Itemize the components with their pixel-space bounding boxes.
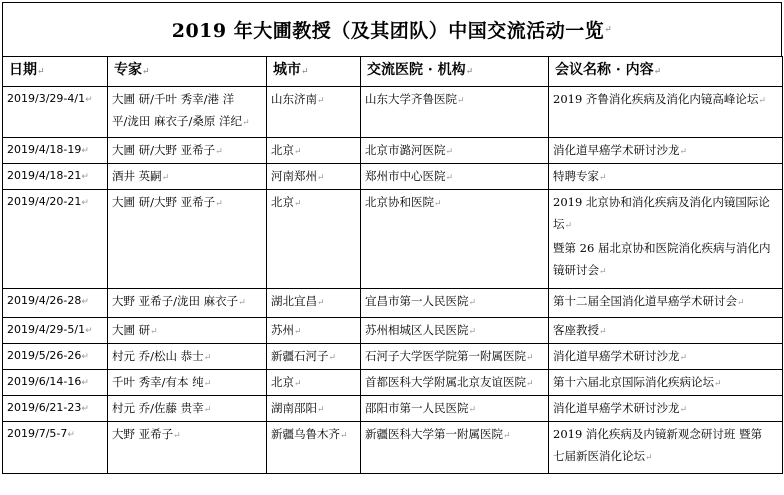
cell-meeting: [549, 396, 783, 422]
activity-table: [2, 56, 783, 474]
paragraph-mark-icon: ↵: [468, 327, 477, 337]
cell-experts: [108, 138, 267, 164]
expert-text: 酒井 英嗣: [112, 169, 162, 183]
paragraph-mark-icon: ↵: [340, 431, 348, 441]
cell-hospital: [361, 164, 549, 190]
paragraph-mark-icon: ↵: [81, 297, 89, 307]
meeting-line: [553, 397, 782, 421]
date-text: 2019/4/26-28: [7, 294, 82, 307]
expert-text: 大圃 研/千叶 秀幸/港 洋: [112, 92, 235, 106]
hospital-text: 苏州相城区人民医院: [365, 323, 469, 337]
meeting-line: [553, 139, 782, 163]
city-text: 北京: [271, 143, 294, 157]
paragraph-mark-icon: ↵: [203, 405, 212, 415]
meeting-line: [553, 165, 782, 189]
cell-city: [267, 289, 361, 318]
meeting-line: [553, 88, 782, 112]
column-header-experts: [108, 57, 267, 87]
expert-line: [112, 110, 266, 134]
expert-text: 大野 亚希子: [112, 427, 174, 441]
paragraph-mark-icon: ↵: [81, 198, 89, 208]
meeting-line: [553, 191, 782, 213]
paragraph-mark-icon: ↵: [457, 96, 465, 106]
date-text: 2019/4/18-19: [7, 143, 82, 156]
cell-city: [267, 422, 361, 474]
date-text: 2019/4/29-5/1: [7, 323, 86, 336]
city-text: 湖北宜昌: [271, 294, 317, 308]
city-text: 河南郑州: [271, 169, 317, 183]
cell-city: [267, 138, 361, 164]
meeting-text: 第十二届全国消化道早癌学术研讨会: [553, 294, 737, 308]
cell-date: [3, 318, 108, 344]
meeting-text: 七届新医消化论坛: [553, 449, 645, 463]
expert-text: 平/泷田 麻衣子/桑原 洋纪: [112, 114, 243, 128]
paragraph-mark-icon: ↵: [215, 147, 223, 157]
city-text: 湖南邵阳: [271, 401, 317, 415]
cell-meeting: [549, 164, 783, 190]
table-row: [3, 318, 783, 344]
paragraph-mark-icon: ↵: [468, 298, 477, 308]
paragraph-mark-icon: ↵: [468, 405, 477, 415]
hospital-text: 郑州市中心医院: [365, 169, 446, 183]
paragraph-mark-icon: ↵: [599, 267, 607, 277]
date-text: 2019/3/29-4/1: [7, 92, 86, 105]
document-page: [2, 2, 782, 493]
cell-hospital: [361, 190, 549, 289]
expert-text: 大野 亚希子/泷田 麻衣子: [112, 294, 239, 308]
paragraph-mark-icon: ↵: [645, 453, 653, 463]
date-text: 2019/4/20-21: [7, 195, 82, 208]
expert-line: [112, 345, 266, 369]
expert-line: [112, 88, 266, 110]
cell-experts: [108, 370, 267, 396]
table-header-row: [3, 57, 783, 87]
column-header-city: [267, 57, 361, 87]
paragraph-mark-icon: ↵: [679, 405, 688, 415]
hospital-text: 石河子大学医学院第一附属医院: [365, 349, 526, 363]
hospital-text: 宜昌市第一人民医院: [365, 294, 469, 308]
paragraph-mark-icon: ↵: [173, 431, 181, 441]
meeting-line: [553, 290, 782, 314]
table-row: [3, 190, 783, 289]
expert-text: 大圃 研/大野 亚希子: [112, 195, 216, 209]
paragraph-mark-icon: ↵: [203, 379, 212, 389]
cell-experts: [108, 318, 267, 344]
paragraph-mark-icon: ↵: [301, 67, 309, 77]
cell-city: [267, 318, 361, 344]
cell-date: [3, 190, 108, 289]
paragraph-mark-icon: ↵: [161, 173, 170, 183]
meeting-line: [553, 371, 782, 395]
date-text: 2019/5/26-26: [7, 349, 82, 362]
city-text: 新疆石河子: [271, 349, 329, 363]
city-text: 新疆乌鲁木齐: [271, 427, 340, 441]
expert-line: [112, 371, 266, 395]
cell-city: [267, 396, 361, 422]
meeting-text: 第十六届北京国际消化疾病论坛: [553, 375, 714, 389]
paragraph-mark-icon: ↵: [294, 199, 302, 209]
expert-text: 村元 乔/松山 恭士: [112, 349, 204, 363]
city-text: 山东济南: [271, 92, 317, 106]
meeting-line: [553, 423, 782, 445]
cell-meeting: [549, 190, 783, 289]
meeting-text: 2019 北京协和消化疾病及消化内镜国际论: [553, 195, 770, 209]
paragraph-mark-icon: ↵: [599, 327, 607, 337]
cell-city: [267, 370, 361, 396]
paragraph-mark-icon: ↵: [328, 353, 337, 363]
meeting-line: [553, 237, 782, 259]
paragraph-mark-icon: ↵: [85, 326, 93, 336]
cell-experts: [108, 396, 267, 422]
table-body: [3, 87, 783, 474]
meeting-text: 2019 消化疾病及内镜新观念研讨班 暨第: [553, 427, 763, 441]
meeting-line: [553, 213, 782, 237]
meeting-text: 特聘专家: [553, 169, 599, 183]
meeting-text: 2019 齐鲁消化疾病及消化内镜高峰论坛: [553, 92, 759, 106]
paragraph-mark-icon: ↵: [215, 199, 223, 209]
paragraph-mark-icon: ↵: [564, 221, 573, 231]
city-text: 北京: [271, 195, 294, 209]
cell-hospital: [361, 344, 549, 370]
meeting-text: 客座教授: [553, 323, 599, 337]
hospital-text: 首都医科大学附属北京友谊医院: [365, 375, 526, 389]
cell-date: [3, 344, 108, 370]
header-label: 会议名称 · 内容: [555, 62, 654, 78]
paragraph-mark-icon: ↵: [67, 430, 75, 440]
paragraph-mark-icon: ↵: [526, 379, 534, 389]
table-row: [3, 164, 783, 190]
cell-meeting: [549, 370, 783, 396]
paragraph-mark-icon: ↵: [503, 431, 511, 441]
paragraph-mark-icon: ↵: [526, 353, 534, 363]
meeting-line: [553, 345, 782, 369]
meeting-line: [553, 259, 782, 283]
header-label: 城市: [273, 62, 301, 78]
meeting-text: 坛: [553, 217, 565, 231]
expert-line: [112, 319, 266, 343]
column-header-meeting: [549, 57, 783, 87]
paragraph-mark-icon: ↵: [317, 298, 325, 308]
table-row: [3, 344, 783, 370]
cell-date: [3, 164, 108, 190]
hospital-text: 新疆医科大学第一附属医院: [365, 427, 503, 441]
cell-meeting: [549, 318, 783, 344]
paragraph-mark-icon: ↵: [653, 67, 662, 77]
expert-text: 村元 乔/佐藤 贵幸: [112, 401, 204, 415]
paragraph-mark-icon: ↵: [81, 378, 89, 388]
paragraph-mark-icon: ↵: [317, 405, 325, 415]
cell-hospital: [361, 422, 549, 474]
paragraph-mark-icon: ↵: [317, 173, 325, 183]
cell-hospital: [361, 396, 549, 422]
cell-experts: [108, 422, 267, 474]
table-row: [3, 370, 783, 396]
cell-city: [267, 190, 361, 289]
paragraph-mark-icon: ↵: [238, 298, 246, 308]
meeting-text: 消化道早癌学术研讨沙龙: [553, 401, 680, 415]
date-text: 2019/4/18-21: [7, 169, 82, 182]
cell-date: [3, 138, 108, 164]
city-text: 苏州: [271, 323, 294, 337]
cell-experts: [108, 164, 267, 190]
meeting-text: 消化道早癌学术研讨沙龙: [553, 143, 680, 157]
paragraph-mark-icon: ↵: [714, 379, 722, 389]
cell-meeting: [549, 344, 783, 370]
cell-experts: [108, 289, 267, 318]
expert-line: [112, 397, 266, 421]
paragraph-mark-icon: ↵: [445, 147, 454, 157]
city-text: 北京: [271, 375, 294, 389]
paragraph-mark-icon: ↵: [294, 379, 302, 389]
cell-date: [3, 370, 108, 396]
cell-hospital: [361, 138, 549, 164]
table-row: [3, 422, 783, 474]
header-label: 日期: [9, 62, 37, 78]
paragraph-mark-icon: ↵: [434, 199, 442, 209]
paragraph-mark-icon: ↵: [679, 353, 688, 363]
expert-line: [112, 423, 266, 447]
table-row: [3, 396, 783, 422]
paragraph-mark-icon: ↵: [37, 67, 45, 77]
paragraph-mark-icon: ↵: [81, 352, 89, 362]
cell-meeting: [549, 138, 783, 164]
hospital-text: 邵阳市第一人民医院: [365, 401, 469, 415]
cell-city: [267, 164, 361, 190]
paragraph-mark-icon: ↵: [294, 327, 302, 337]
paragraph-mark-icon: ↵: [142, 67, 150, 77]
expert-text: 大圃 研/大野 亚希子: [112, 143, 216, 157]
cell-meeting: [549, 289, 783, 318]
cell-date: [3, 87, 108, 138]
paragraph-mark-icon: ↵: [679, 147, 688, 157]
paragraph-mark-icon: ↵: [737, 298, 745, 308]
expert-line: [112, 165, 266, 189]
expert-line: [112, 191, 266, 215]
paragraph-mark-icon: ↵: [150, 327, 158, 337]
cell-experts: [108, 344, 267, 370]
meeting-text: 消化道早癌学术研讨沙龙: [553, 349, 680, 363]
paragraph-mark-icon: ↵: [85, 95, 93, 105]
hospital-text: 山东大学齐鲁医院: [365, 92, 457, 106]
cell-hospital: [361, 318, 549, 344]
cell-date: [3, 289, 108, 318]
header-label: 交流医院 · 机构: [367, 62, 466, 78]
column-header-hospital: [361, 57, 549, 87]
paragraph-mark-icon: ↵: [465, 67, 474, 77]
cell-hospital: [361, 87, 549, 138]
expert-line: [112, 139, 266, 163]
cell-city: [267, 87, 361, 138]
paragraph-mark-icon: ↵: [81, 146, 89, 156]
paragraph-mark-icon: ↵: [599, 173, 607, 183]
date-text: 2019/6/14-16: [7, 375, 82, 388]
meeting-text: 镜研讨会: [553, 263, 599, 277]
paragraph-mark-icon: ↵: [294, 147, 302, 157]
column-header-date: [3, 57, 108, 87]
table-row: [3, 87, 783, 138]
table-row: [3, 138, 783, 164]
cell-meeting: [549, 422, 783, 474]
cell-hospital: [361, 370, 549, 396]
date-text: 2019/7/5-7: [7, 427, 68, 440]
expert-line: [112, 290, 266, 314]
cell-date: [3, 396, 108, 422]
hospital-text: 北京协和医院: [365, 195, 434, 209]
meeting-line: [553, 445, 782, 469]
expert-text: 千叶 秀幸/有本 纯: [112, 375, 204, 389]
paragraph-mark-icon: ↵: [758, 96, 766, 106]
hospital-text: 北京市潞河医院: [365, 143, 446, 157]
meeting-line: [553, 319, 782, 343]
table-row: [3, 289, 783, 318]
cell-experts: [108, 87, 267, 138]
cell-city: [267, 344, 361, 370]
title-text: 2019 年大圃教授（及其团队）中国交流活动一览: [171, 20, 605, 42]
paragraph-mark-icon: ↵: [81, 404, 89, 414]
header-label: 专家: [114, 62, 142, 78]
paragraph-mark-icon: ↵: [604, 24, 613, 35]
date-text: 2019/6/21-23: [7, 401, 82, 414]
paragraph-mark-icon: ↵: [81, 172, 89, 182]
paragraph-mark-icon: ↵: [203, 353, 212, 363]
cell-experts: [108, 190, 267, 289]
cell-date: [3, 422, 108, 474]
cell-hospital: [361, 289, 549, 318]
page-title: [2, 2, 782, 57]
cell-meeting: [549, 87, 783, 138]
meeting-text: 暨第 26 届北京协和医院消化疾病与消化内: [553, 241, 771, 255]
expert-text: 大圃 研: [112, 323, 151, 337]
paragraph-mark-icon: ↵: [317, 96, 325, 106]
paragraph-mark-icon: ↵: [445, 173, 454, 183]
paragraph-mark-icon: ↵: [242, 118, 250, 128]
